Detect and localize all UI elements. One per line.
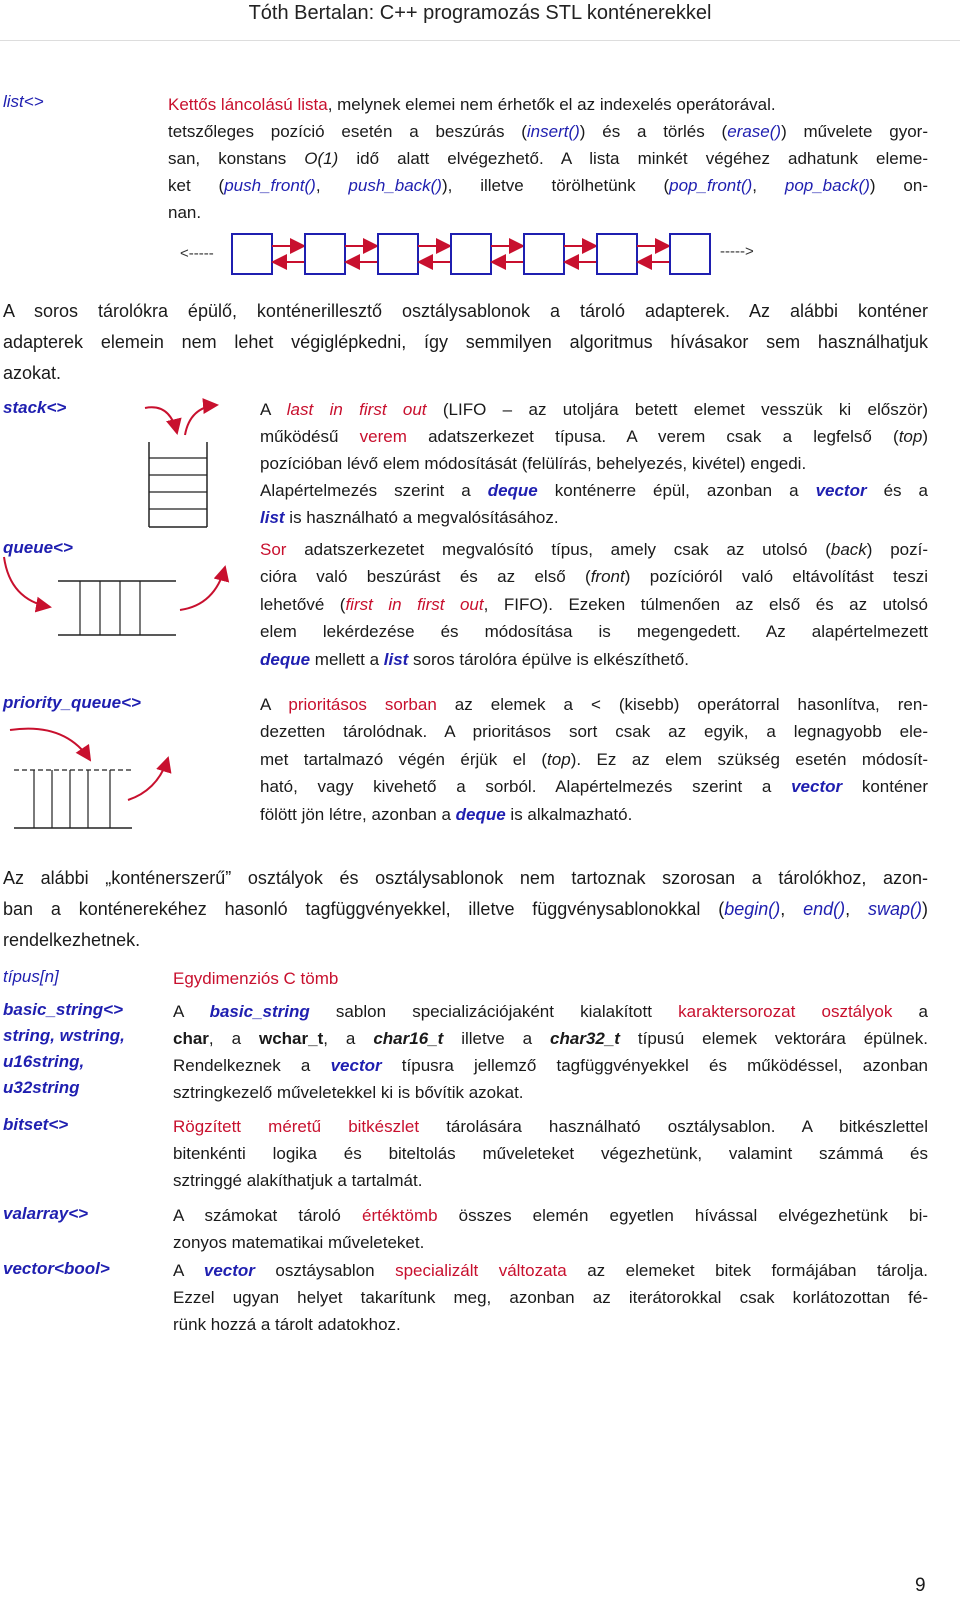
basic-string-line-2: char, a wchar_t, a char16_t illetve a char32_t típusú elemek vektorára épülnek. (173, 1029, 929, 1048)
queue-line-3: lehetővé (first in first out, FIFO). Ezeken túlmenően az első és az utolsó (260, 595, 928, 614)
valarray-term: valarray<> (3, 1204, 89, 1223)
valarray-line-1: A számokat tároló értéktömb összes elemén egyetlen hívással elvégezhetünk bi- (173, 1206, 929, 1225)
bitset-term: bitset<> (3, 1115, 69, 1134)
bitset-line-1: Rögzített méretű bitkészlet tárolására használható osztálysablon. A bitkészlettel (173, 1117, 928, 1136)
stack-line-2: működésű verem adatszerkezet típusa. A verem csak a legfelső (top) (260, 427, 928, 446)
list-node (670, 234, 710, 274)
container-like-intro-2: ban a konténerekéhez hasonló tagfüggvényekkel, illetve függvénysablonokkal (begin(), end(), swap()) (3, 899, 928, 919)
list-line-5: nan. (168, 203, 202, 222)
queue-line-5: deque mellett a list soros tárolóra épülve is elkészíthető. (260, 650, 689, 669)
vector-bool-line-3: rünk hozzá a tárolt adatokhoz. (173, 1315, 401, 1334)
header-rule (0, 40, 960, 41)
stack-line-3: pozícióban lévő elem módosítását (felülírás, behelyezés, kivétel) engedi. (260, 454, 807, 473)
container-like-intro-1: Az alábbi „konténerszerű” osztályok és osztálysablonok nem tartoznak szorosan a tárolókhoz, azon- (3, 868, 928, 888)
adapters-intro-3: azokat. (3, 363, 62, 383)
list-line-2: tetszőleges pozíció esetén a beszúrás (insert()) és a törlés (erase()) művelete gyor- (168, 122, 928, 141)
u32string-term: u32string (3, 1078, 80, 1097)
adapters-intro-1: A soros tárolókra épülő, konténerillesztő osztálysablonok a tároló adapterek. Az alábbi konténer (3, 301, 928, 321)
vector-bool-line-1: A vector osztáysablon specializált változata az elemeket bitek formájában tárolja. (173, 1261, 928, 1280)
carray-text: Egydimenziós C tömb (173, 969, 339, 988)
list-right-arrow: -----> (720, 243, 754, 260)
queue-diagram (0, 555, 240, 655)
stack-line-1: A last in first out (LIFO – az utoljára betett elemet vesszük ki először) (260, 400, 929, 419)
page-header (0, 2, 960, 25)
bitset-line-2: bitenkénti logika és biteltolás műveleteket végezhetünk, valamint számmá és (173, 1144, 928, 1163)
queue-line-2: cióra való beszúrást és az első (front) pozícióról való eltávolítást teszi (260, 567, 928, 586)
list-node (524, 234, 564, 274)
basic-string-term: basic_string<> (3, 1000, 124, 1019)
priority-queue-line-4: ható, vagy kivehető a sorból. Alapértelmezés szerint a vector konténer (260, 777, 928, 796)
stack-diagram (135, 395, 245, 535)
carray-term: típus[n] (3, 967, 59, 986)
stack-line-4: Alapértelmezés szerint a deque konténerre épül, azonban a vector és a (260, 481, 928, 500)
stack-line-5: list is használható a megvalósításához. (260, 508, 559, 527)
queue-line-4: elem lekérdezése és módosítása is megengedett. Az alapértelmezett (260, 622, 928, 641)
list-node (305, 234, 345, 274)
list-line-4: ket (push_front(), push_back()), illetve törölhetünk (pop_front(), pop_back()) on- (168, 176, 928, 195)
vector-bool-term: vector<bool> (3, 1259, 110, 1278)
vector-bool-line-2: Ezzel ugyan helyet takarítunk meg, azonban az iterátorokkal csak korlátozottan fé- (173, 1288, 928, 1307)
list-left-arrow: <----- (180, 245, 214, 262)
list-node (451, 234, 491, 274)
basic-string-line-4: sztringkezelő műveletekkel ki is bővítik azokat. (173, 1083, 524, 1102)
list-node (232, 234, 272, 274)
priority-queue-line-3: met tartalmazó végén érjük el (top). Ez az elem szükség esetén módosít- (260, 750, 928, 769)
string-wstring-term: string, wstring, (3, 1026, 125, 1045)
list-node (597, 234, 637, 274)
page-number: 9 (915, 1575, 926, 1596)
priority-queue-line-5: fölött jön létre, azonban a deque is alkalmazható. (260, 805, 633, 824)
priority-queue-line-1: A prioritásos sorban az elemek a < (kisebb) operátorral hasonlítva, ren- (260, 695, 928, 714)
list-node (378, 234, 418, 274)
priority-queue-diagram (0, 722, 240, 837)
header-title: Tóth Bertalan: C++ programozás STL konténerekkel (248, 2, 712, 24)
stack-term: stack<> (3, 398, 67, 417)
basic-string-line-1: A basic_string sablon specializációjaként kialakított karaktersorozat osztályok a (173, 1002, 928, 1021)
valarray-line-2: zonyos matematikai műveleteket. (173, 1233, 425, 1252)
adapters-intro-2: adapterek elemein nem lehet végiglépkedni, így semmilyen algoritmus hívásakor sem használhatjuk (3, 332, 928, 352)
u16string-term: u16string, (3, 1052, 85, 1071)
list-term: list<> (3, 92, 44, 111)
priority-queue-term: priority_queue<> (3, 693, 141, 712)
priority-queue-line-2: dezetten tárolódnak. A prioritásos sort csak az egyik, a legnagyobb ele- (260, 722, 928, 741)
list-line-3: san, konstans O(1) idő alatt elvégezhető. A lista minkét végéhez adhatunk eleme- (168, 149, 928, 168)
basic-string-line-3: Rendelkeznek a vector típusra jellemző tagfüggvényekkel és működéssel, azonban (173, 1056, 928, 1075)
queue-line-1: Sor adatszerkezetet megvalósító típus, amely csak az utolsó (back) pozí- (260, 540, 928, 559)
list-line-1: Kettős láncolású lista, melynek elemei nem érhetők el az indexelés operátorával. (168, 95, 776, 114)
linked-list-diagram (170, 228, 770, 282)
queue-term: queue<> (3, 538, 73, 557)
bitset-line-3: sztringgé alakíthatjuk a tartalmát. (173, 1171, 423, 1190)
container-like-intro-3: rendelkezhetnek. (3, 930, 141, 950)
